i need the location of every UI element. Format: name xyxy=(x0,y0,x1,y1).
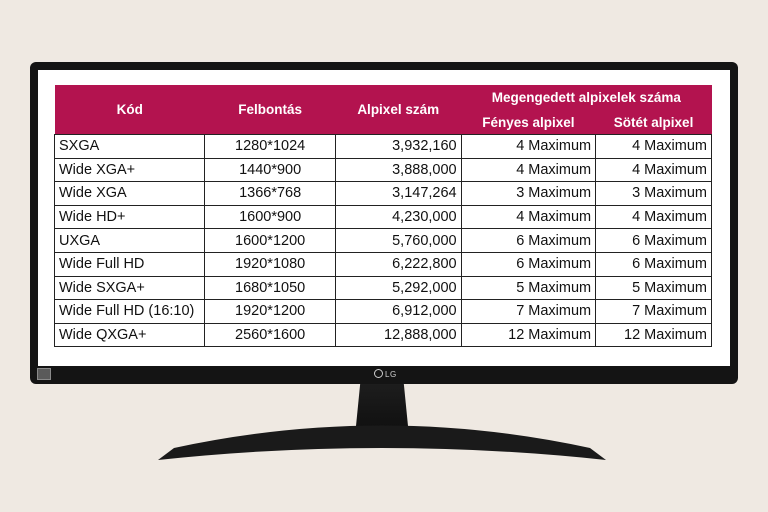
cell-resolution: 2560*1600 xyxy=(205,323,335,347)
cell-dark: 12 Maximum xyxy=(596,323,712,347)
cell-dark: 3 Maximum xyxy=(596,182,712,206)
cell-resolution: 1440*900 xyxy=(205,158,335,182)
cell-dark: 6 Maximum xyxy=(596,229,712,253)
cell-bright: 12 Maximum xyxy=(461,323,596,347)
cell-subpixels: 3,932,160 xyxy=(335,135,461,159)
cell-code: Wide Full HD xyxy=(55,252,205,276)
table-row xyxy=(55,229,712,253)
cell-resolution: 1280*1024 xyxy=(205,135,335,159)
cell-dark: 4 Maximum xyxy=(596,135,712,159)
cell-resolution: 1680*1050 xyxy=(205,276,335,300)
cell-dark: 4 Maximum xyxy=(596,158,712,182)
table-row xyxy=(55,300,712,324)
cell-bright: 4 Maximum xyxy=(461,135,596,159)
cell-bright: 6 Maximum xyxy=(461,252,596,276)
table-row xyxy=(55,323,712,347)
cell-subpixels: 5,760,000 xyxy=(335,229,461,253)
cell-subpixels: 3,888,000 xyxy=(335,158,461,182)
cell-resolution: 1920*1080 xyxy=(205,252,335,276)
cell-code: UXGA xyxy=(55,229,205,253)
table-row xyxy=(55,182,712,206)
header-bright: Fényes alpixel xyxy=(461,110,596,135)
cell-dark: 5 Maximum xyxy=(596,276,712,300)
pixel-spec-table xyxy=(54,85,712,347)
table-row xyxy=(55,205,712,229)
cell-code: Wide HD+ xyxy=(55,205,205,229)
monitor-stand xyxy=(154,408,610,468)
cell-subpixels: 4,230,000 xyxy=(335,205,461,229)
cell-resolution: 1600*900 xyxy=(205,205,335,229)
header-code: Kód xyxy=(55,85,205,135)
cell-resolution: 1920*1200 xyxy=(205,300,335,324)
cell-subpixels: 6,222,800 xyxy=(335,252,461,276)
cell-code: Wide XGA+ xyxy=(55,158,205,182)
table-row xyxy=(55,252,712,276)
cell-subpixels: 3,147,264 xyxy=(335,182,461,206)
cell-code: SXGA xyxy=(55,135,205,159)
cell-bright: 4 Maximum xyxy=(461,205,596,229)
cell-dark: 6 Maximum xyxy=(596,252,712,276)
table-row xyxy=(55,158,712,182)
cell-resolution: 1366*768 xyxy=(205,182,335,206)
header-subpixels: Alpixel szám xyxy=(335,85,461,135)
cell-bright: 6 Maximum xyxy=(461,229,596,253)
header-allowed-group: Megengedett alpixelek száma xyxy=(461,85,711,110)
cell-subpixels: 12,888,000 xyxy=(335,323,461,347)
header-resolution: Felbontás xyxy=(205,85,335,135)
brand-label: LG xyxy=(385,370,397,379)
lg-circle-icon xyxy=(374,369,383,378)
cell-code: Wide Full HD (16:10) xyxy=(55,300,205,324)
cell-bright: 3 Maximum xyxy=(461,182,596,206)
table-row xyxy=(55,135,712,159)
brand-logo xyxy=(374,369,397,379)
table-body xyxy=(55,135,712,347)
cell-bright: 7 Maximum xyxy=(461,300,596,324)
cell-dark: 7 Maximum xyxy=(596,300,712,324)
cell-bright: 4 Maximum xyxy=(461,158,596,182)
energy-badge-icon xyxy=(37,368,51,380)
cell-code: Wide QXGA+ xyxy=(55,323,205,347)
cell-subpixels: 6,912,000 xyxy=(335,300,461,324)
cell-subpixels: 5,292,000 xyxy=(335,276,461,300)
cell-resolution: 1600*1200 xyxy=(205,229,335,253)
cell-dark: 4 Maximum xyxy=(596,205,712,229)
cell-code: Wide SXGA+ xyxy=(55,276,205,300)
cell-code: Wide XGA xyxy=(55,182,205,206)
header-dark: Sötét alpixel xyxy=(596,110,712,135)
table-row xyxy=(55,276,712,300)
cell-bright: 5 Maximum xyxy=(461,276,596,300)
